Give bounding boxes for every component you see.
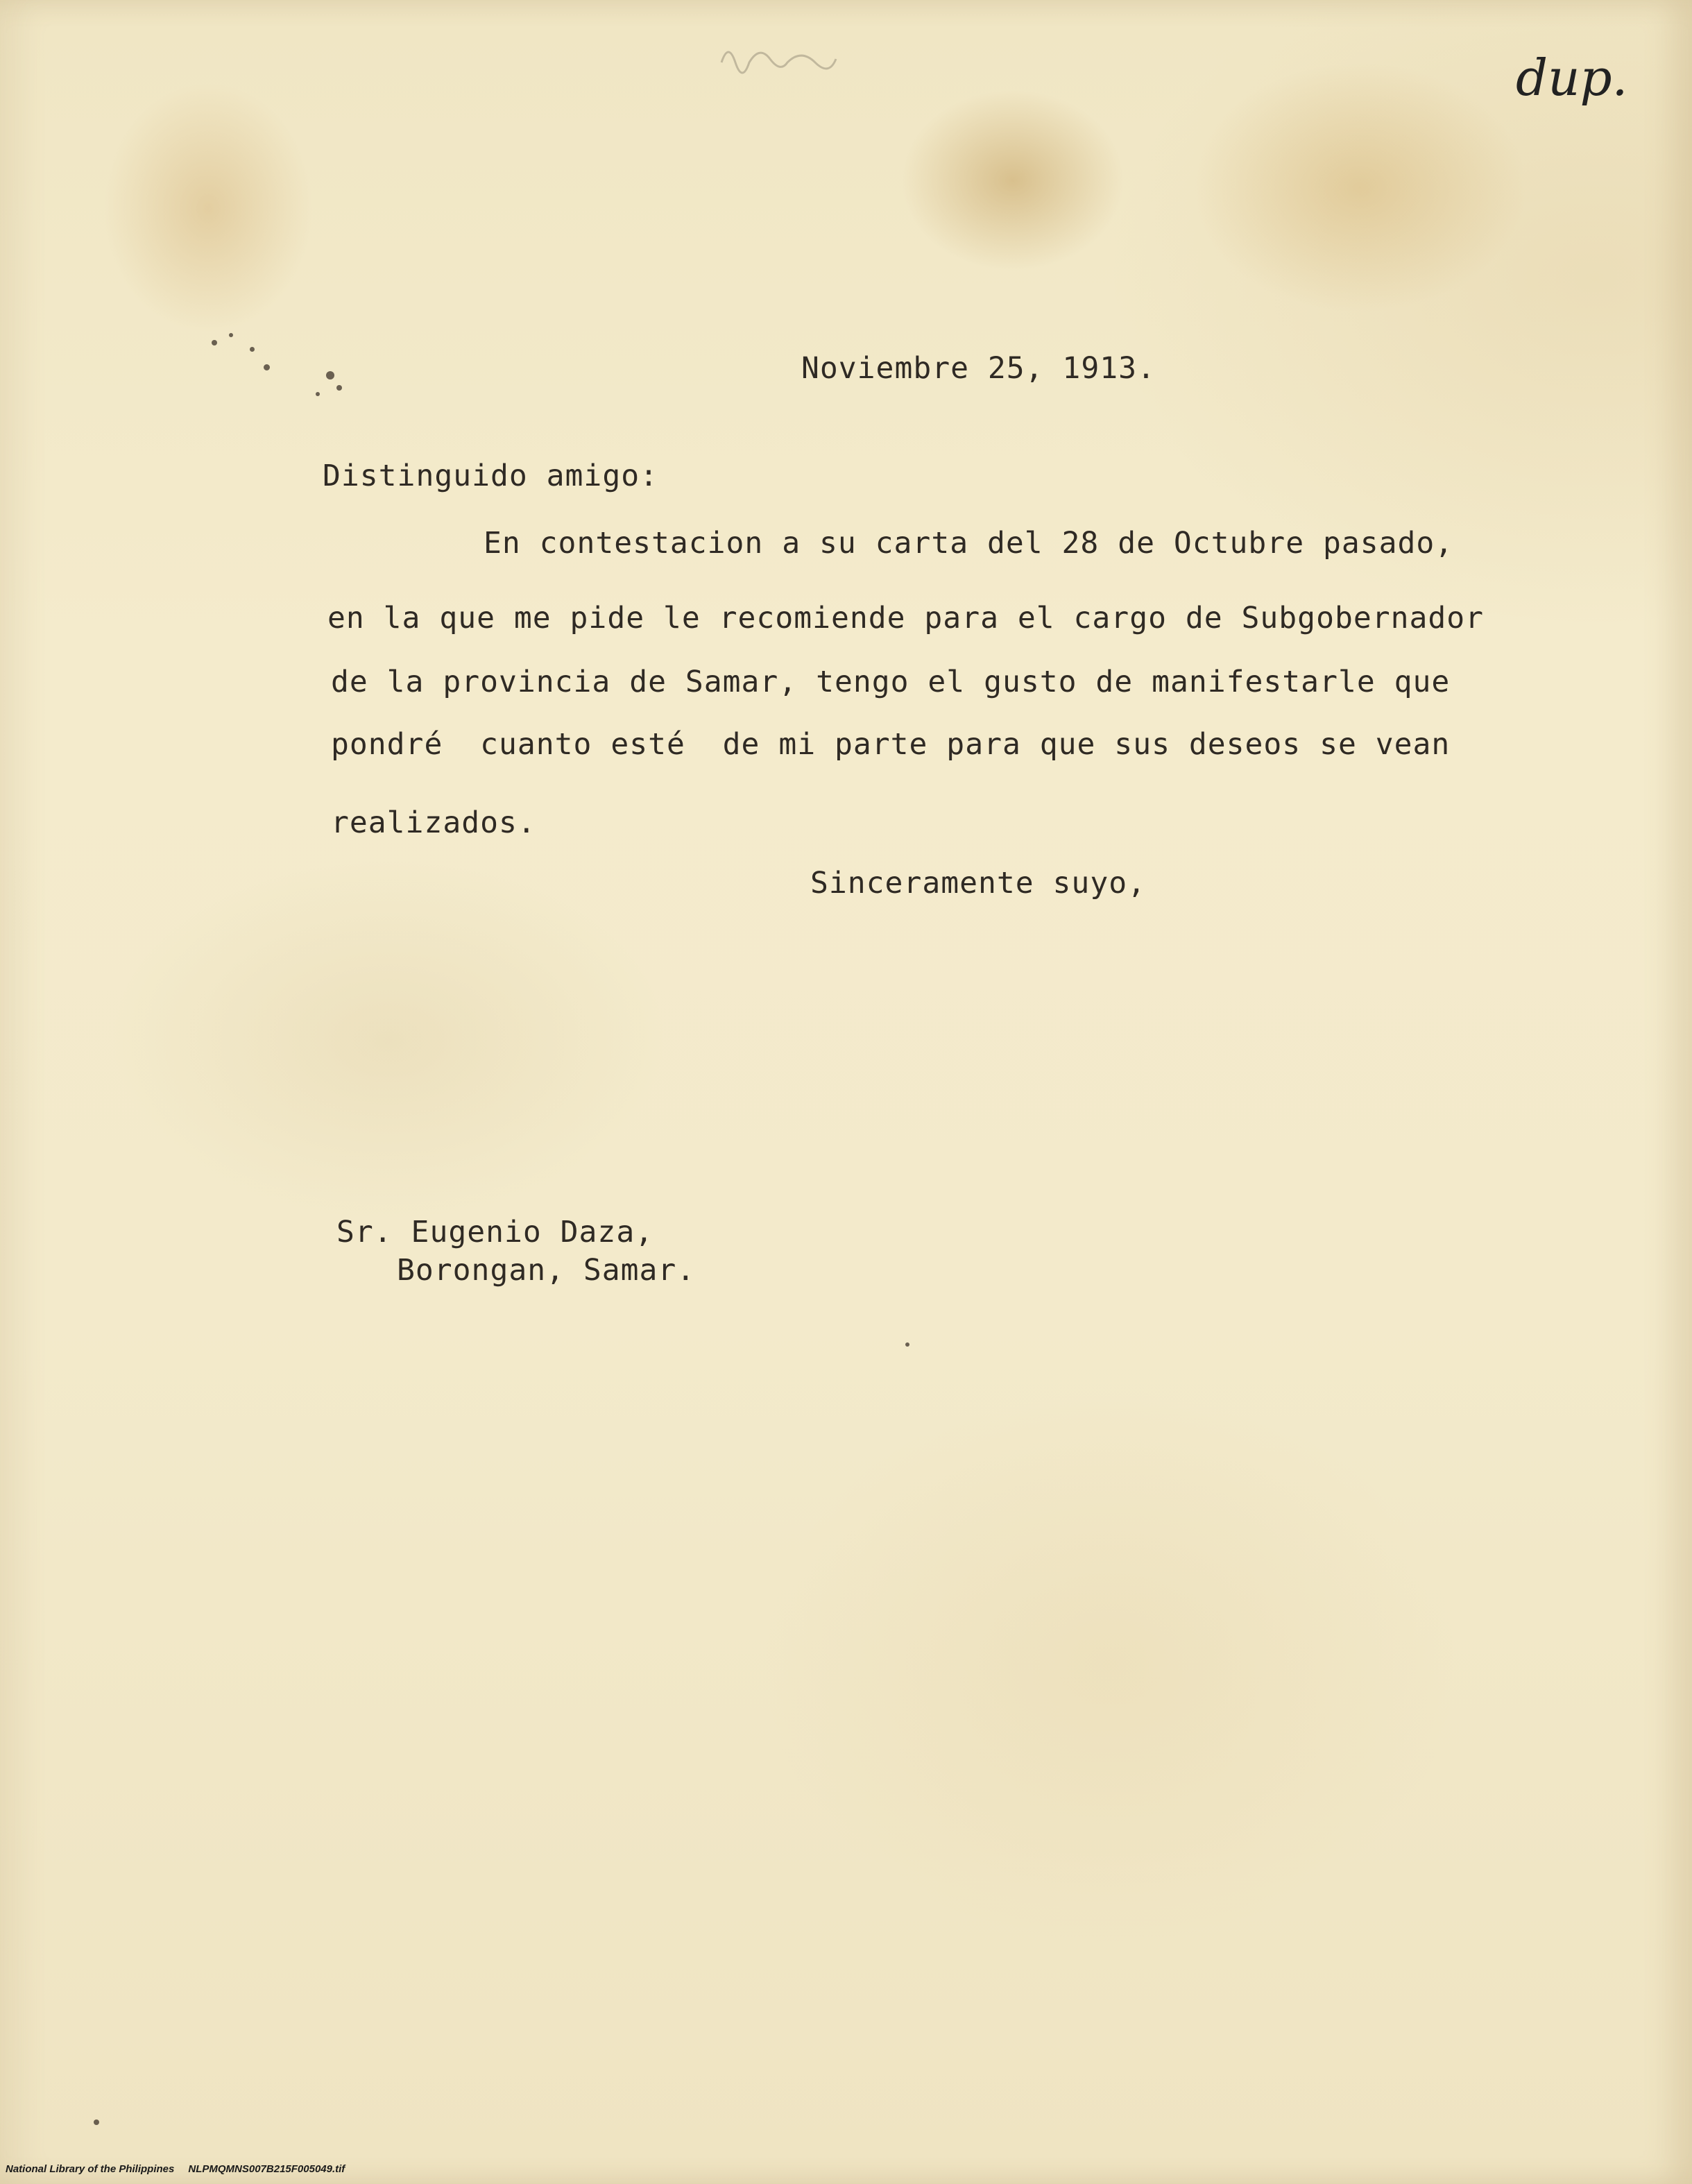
letter-salutation: Distinguido amigo:	[323, 459, 658, 493]
footer-institution: National Library of the Philippines	[6, 2163, 175, 2175]
addressee-name: Sr. Eugenio Daza,	[336, 1215, 654, 1249]
handwritten-annotation: dup.	[1516, 49, 1628, 107]
letter-body-line: en la que me pide le recomiende para el cargo de Subgobernador	[327, 601, 1485, 635]
scan-footer	[6, 2163, 345, 2175]
letter-date: Noviembre 25, 1913.	[801, 351, 1156, 386]
footer-file-name: NLPMQMNS007B215F005049.tif	[188, 2163, 345, 2175]
letter-body-line: de la provincia de Samar, tengo el gusto de manifestarle que	[331, 665, 1451, 699]
letter-body-line: En contestacion a su carta del 28 de Octubre pasado,	[484, 526, 1454, 561]
faint-pencil-mark	[715, 35, 853, 83]
addressee-location: Borongan, Samar.	[397, 1253, 696, 1288]
letter-closing: Sinceramente suyo,	[810, 866, 1146, 901]
letter-body-line: pondré cuanto esté de mi parte para que sus deseos se vean	[331, 727, 1451, 762]
letter-body-line: realizados.	[331, 805, 536, 840]
